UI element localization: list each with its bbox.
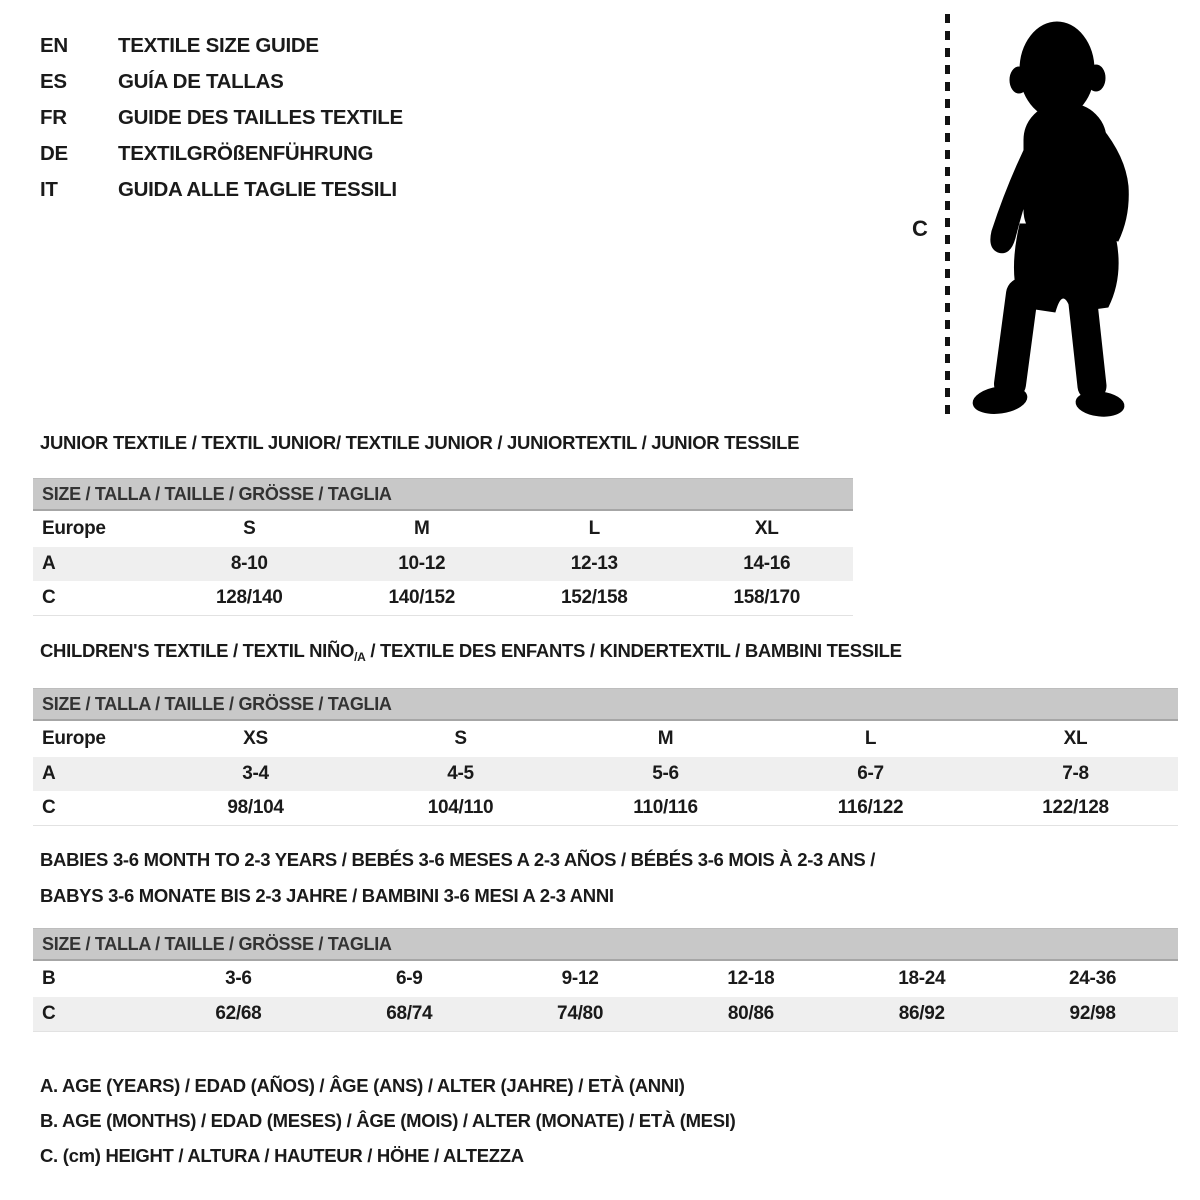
- lang-code: ES: [40, 70, 67, 93]
- lang-label: GUÍA DE TALLAS: [118, 70, 284, 93]
- babies-size-header-bar: SIZE / TALLA / TAILLE / GRÖSSE / TAGLIA: [33, 928, 1178, 961]
- children-size-table: [33, 688, 1178, 826]
- age-cell: 8-10: [230, 553, 268, 574]
- table-row: [33, 721, 1178, 757]
- lang-row-en: [40, 28, 403, 64]
- lang-row-de: [40, 136, 403, 172]
- babies-size-table: [33, 928, 1178, 1032]
- row-label: C: [42, 797, 56, 818]
- months-cell: 12-18: [727, 968, 775, 989]
- children-section-title: [40, 640, 902, 664]
- size-cell: XS: [243, 728, 268, 749]
- row-label: B: [42, 968, 56, 989]
- months-cell: 3-6: [225, 968, 252, 989]
- age-cell: 7-8: [1062, 763, 1089, 784]
- lang-code: FR: [40, 106, 67, 129]
- children-size-header-bar: SIZE / TALLA / TAILLE / GRÖSSE / TAGLIA: [33, 688, 1178, 721]
- legend-line-c: C. (cm) HEIGHT / ALTURA / HAUTEUR / HÖHE / ALTEZZA: [40, 1145, 524, 1166]
- lang-row-it: [40, 172, 403, 208]
- age-cell: 12-13: [570, 553, 618, 574]
- height-measure-dashed-line: [945, 14, 950, 416]
- height-cell: 140/152: [388, 587, 456, 608]
- babies-title-line2: BABYS 3-6 MONATE BIS 2-3 JAHRE / BAMBINI 3-6 MESI A 2-3 ANNI: [40, 885, 614, 906]
- legend-line-a: A. AGE (YEARS) / EDAD (AÑOS) / ÂGE (ANS) / ALTER (JAHRE) / ETÀ (ANNI): [40, 1075, 685, 1096]
- height-cell: 110/116: [633, 797, 698, 818]
- junior-size-table: [33, 478, 853, 616]
- row-label: Europe: [42, 518, 106, 539]
- months-cell: 18-24: [898, 968, 946, 989]
- age-cell: 10-12: [398, 553, 446, 574]
- table-row: [33, 997, 1178, 1031]
- size-cell: L: [588, 518, 600, 539]
- row-label: Europe: [42, 728, 106, 749]
- size-cell: M: [657, 728, 674, 749]
- size-cell: XL: [1063, 728, 1088, 749]
- lang-row-fr: [40, 100, 403, 136]
- table-row: [33, 961, 1178, 997]
- row-label: C: [42, 1003, 56, 1024]
- measure-c-label: C: [912, 216, 928, 241]
- age-cell: 3-4: [242, 763, 269, 784]
- height-cell: 86/92: [898, 1003, 945, 1024]
- height-cell: 104/110: [427, 797, 494, 818]
- size-cell: L: [864, 728, 877, 749]
- height-cell: 68/74: [386, 1003, 433, 1024]
- table-row: [33, 511, 853, 547]
- lang-label: GUIDA ALLE TAGLIE TESSILI: [118, 178, 397, 201]
- table-row: [33, 791, 1178, 825]
- height-cell: 128/140: [215, 587, 283, 608]
- height-cell: 98/104: [227, 797, 284, 818]
- months-cell: 9-12: [561, 968, 599, 989]
- row-label: A: [42, 553, 56, 574]
- legend-line-b: B. AGE (MONTHS) / EDAD (MESES) / ÂGE (MOIS) / ALTER (MONATE) / ETÀ (MESI): [40, 1110, 736, 1131]
- junior-section-title: JUNIOR TEXTILE / TEXTIL JUNIOR/ TEXTILE JUNIOR / JUNIORTEXTIL / JUNIOR TESSILE: [40, 432, 800, 453]
- height-cell: 92/98: [1069, 1003, 1116, 1024]
- height-cell: 122/128: [1042, 797, 1109, 818]
- age-cell: 4-5: [447, 763, 474, 784]
- size-cell: S: [243, 518, 256, 539]
- height-cell: 80/86: [727, 1003, 774, 1024]
- children-title-sub: /A: [354, 650, 366, 664]
- size-cell: S: [454, 728, 467, 749]
- age-cell: 5-6: [652, 763, 679, 784]
- months-cell: 24-36: [1069, 968, 1117, 989]
- lang-code: EN: [40, 34, 68, 57]
- children-title-main: CHILDREN'S TEXTILE / TEXTIL NIÑO: [40, 640, 355, 661]
- lang-label: TEXTILE SIZE GUIDE: [118, 34, 319, 57]
- babies-title-line1: BABIES 3-6 MONTH TO 2-3 YEARS / BEBÉS 3-6 MESES A 2-3 AÑOS / BÉBÉS 3-6 MOIS À 2-3 ANS /: [40, 849, 876, 870]
- size-cell: M: [413, 518, 430, 539]
- height-cell: 62/68: [215, 1003, 262, 1024]
- table-row: [33, 581, 853, 615]
- row-label: C: [42, 587, 56, 608]
- lang-label: GUIDE DES TAILLES TEXTILE: [118, 106, 403, 129]
- lang-label: TEXTILGRÖßENFÜHRUNG: [118, 142, 374, 165]
- legend: [40, 1068, 735, 1173]
- lang-row-es: [40, 64, 403, 100]
- lang-code: IT: [40, 178, 58, 201]
- toddler-silhouette-image: [960, 16, 1140, 421]
- months-cell: 6-9: [395, 968, 423, 989]
- table-row: [33, 757, 1178, 791]
- table-row: [33, 547, 853, 581]
- age-cell: 6-7: [857, 763, 884, 784]
- height-cell: 74/80: [557, 1003, 604, 1024]
- height-cell: 116/122: [837, 797, 904, 818]
- babies-section-title: [40, 842, 875, 914]
- height-cell: 158/170: [733, 587, 801, 608]
- size-cell: XL: [754, 518, 779, 539]
- lang-code: DE: [40, 142, 68, 165]
- children-title-rest: / TEXTILE DES ENFANTS / KINDERTEXTIL / BAMBINI TESSILE: [365, 640, 902, 661]
- language-header: [40, 28, 403, 208]
- junior-size-header-bar: SIZE / TALLA / TAILLE / GRÖSSE / TAGLIA: [33, 478, 853, 511]
- row-label: A: [42, 763, 56, 784]
- height-cell: 152/158: [560, 587, 628, 608]
- age-cell: 14-16: [743, 553, 791, 574]
